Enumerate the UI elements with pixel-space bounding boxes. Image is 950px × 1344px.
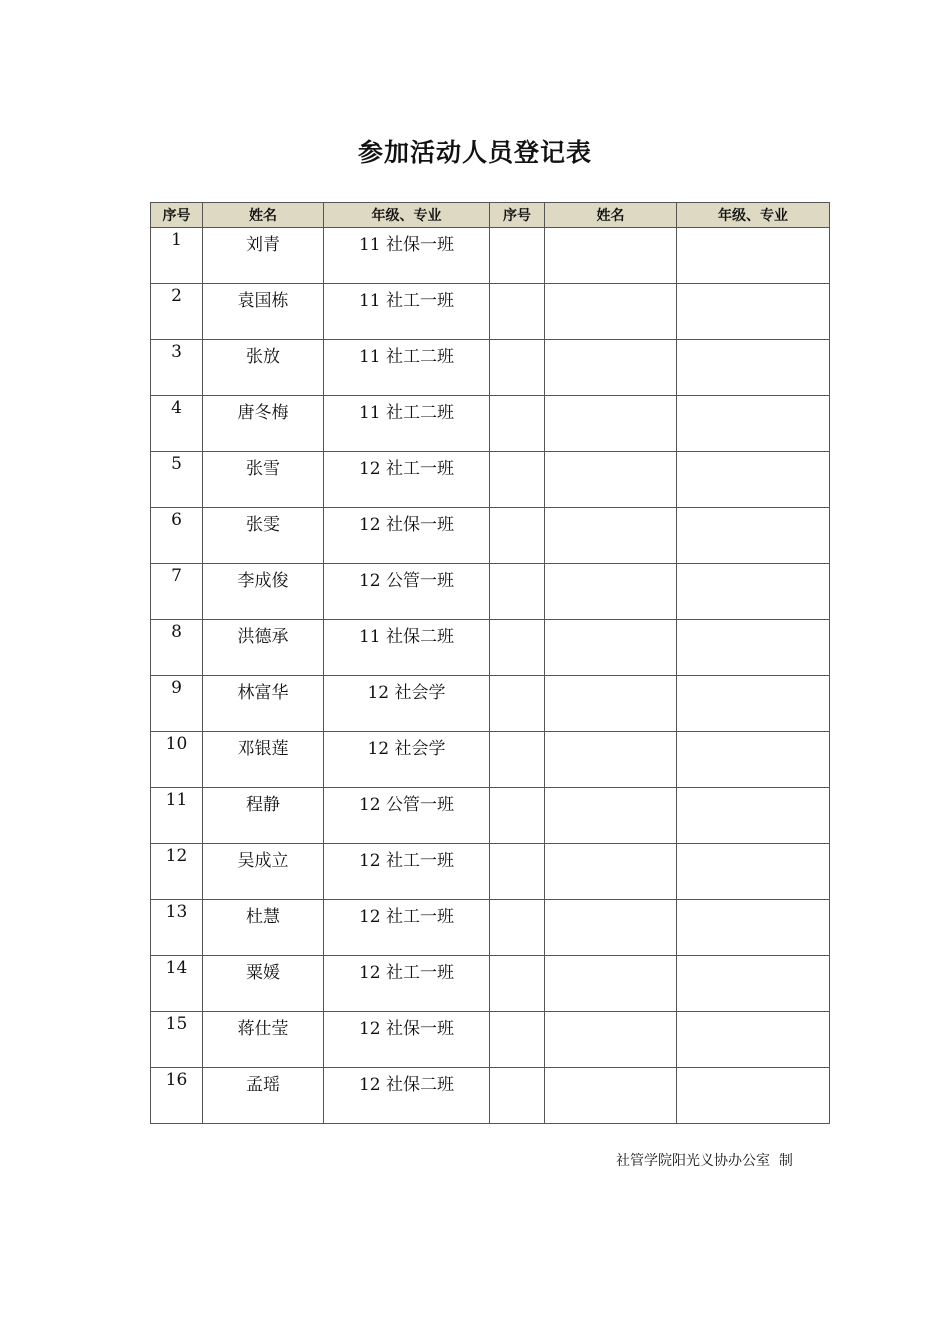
row-name-cell-right <box>545 228 677 284</box>
row-number-cell: 3 <box>151 340 203 396</box>
row-name-cell: 杜慧 <box>203 900 324 956</box>
row-major-cell: 12 社工一班 <box>324 452 490 508</box>
row-name-cell: 孟瑶 <box>203 1068 324 1124</box>
row-major-cell: 12 社保二班 <box>324 1068 490 1124</box>
row-major-cell: 11 社工二班 <box>324 396 490 452</box>
row-name-cell: 吴成立 <box>203 844 324 900</box>
row-major-cell-right <box>677 900 830 956</box>
row-major-cell-right <box>677 564 830 620</box>
row-major-cell: 12 公管一班 <box>324 788 490 844</box>
row-name-cell-right <box>545 676 677 732</box>
row-major-cell: 12 社工一班 <box>324 844 490 900</box>
row-number-cell: 6 <box>151 508 203 564</box>
row-number-cell: 5 <box>151 452 203 508</box>
row-major-cell-right <box>677 956 830 1012</box>
header-name-left: 姓名 <box>203 203 324 228</box>
row-major-cell-right <box>677 508 830 564</box>
table-row <box>151 452 830 508</box>
row-number-cell: 1 <box>151 228 203 284</box>
row-name-cell-right <box>545 452 677 508</box>
header-no-right: 序号 <box>490 203 545 228</box>
row-major-cell-right <box>677 452 830 508</box>
row-major-cell-right <box>677 396 830 452</box>
row-major-cell-right <box>677 340 830 396</box>
row-major-cell: 11 社保二班 <box>324 620 490 676</box>
row-number-cell-right <box>490 900 545 956</box>
row-name-cell: 蒋仕莹 <box>203 1012 324 1068</box>
row-name-cell: 粟媛 <box>203 956 324 1012</box>
row-number-cell-right <box>490 508 545 564</box>
row-number-cell-right <box>490 620 545 676</box>
row-major-cell-right <box>677 676 830 732</box>
row-number-cell: 16 <box>151 1068 203 1124</box>
row-major-cell-right <box>677 788 830 844</box>
row-number-cell-right <box>490 340 545 396</box>
row-name-cell-right <box>545 788 677 844</box>
row-major-cell: 12 社会学 <box>324 732 490 788</box>
row-number-cell-right <box>490 1012 545 1068</box>
row-major-cell: 12 社工一班 <box>324 956 490 1012</box>
table-row <box>151 900 830 956</box>
row-name-cell-right <box>545 508 677 564</box>
row-name-cell-right <box>545 1068 677 1124</box>
row-number-cell: 8 <box>151 620 203 676</box>
table-row <box>151 1012 830 1068</box>
row-number-cell-right <box>490 396 545 452</box>
row-name-cell: 程静 <box>203 788 324 844</box>
row-major-cell: 12 社工一班 <box>324 900 490 956</box>
table-row <box>151 788 830 844</box>
table-row <box>151 732 830 788</box>
header-name-right: 姓名 <box>545 203 677 228</box>
header-major-left: 年级、专业 <box>324 203 490 228</box>
row-major-cell: 12 公管一班 <box>324 564 490 620</box>
row-name-cell: 袁国栋 <box>203 284 324 340</box>
table-row <box>151 564 830 620</box>
row-name-cell: 林富华 <box>203 676 324 732</box>
row-number-cell: 12 <box>151 844 203 900</box>
row-number-cell-right <box>490 676 545 732</box>
footer-credit: 社管学院阳光义协办公室 制 <box>616 1153 793 1169</box>
row-name-cell-right <box>545 620 677 676</box>
row-name-cell-right <box>545 396 677 452</box>
row-number-cell: 9 <box>151 676 203 732</box>
row-major-cell: 11 社工一班 <box>324 284 490 340</box>
table-row <box>151 340 830 396</box>
row-major-cell-right <box>677 1068 830 1124</box>
row-name-cell: 张雪 <box>203 452 324 508</box>
header-no-left: 序号 <box>151 203 203 228</box>
row-major-cell-right <box>677 284 830 340</box>
table-row <box>151 228 830 284</box>
row-name-cell-right <box>545 844 677 900</box>
row-number-cell: 2 <box>151 284 203 340</box>
row-name-cell: 唐冬梅 <box>203 396 324 452</box>
document-title: 参加活动人员登记表 <box>357 138 592 167</box>
table-row <box>151 956 830 1012</box>
table-row <box>151 396 830 452</box>
row-name-cell-right <box>545 1012 677 1068</box>
row-major-cell: 12 社保一班 <box>324 508 490 564</box>
header-major-right: 年级、专业 <box>677 203 830 228</box>
row-number-cell-right <box>490 732 545 788</box>
row-number-cell: 14 <box>151 956 203 1012</box>
row-number-cell-right <box>490 844 545 900</box>
row-major-cell-right <box>677 732 830 788</box>
row-major-cell: 11 社工二班 <box>324 340 490 396</box>
row-major-cell: 12 社保一班 <box>324 1012 490 1068</box>
row-major-cell-right <box>677 1012 830 1068</box>
table-row <box>151 508 830 564</box>
row-name-cell-right <box>545 284 677 340</box>
row-name-cell-right <box>545 340 677 396</box>
row-number-cell: 15 <box>151 1012 203 1068</box>
table-header-row <box>151 203 830 228</box>
row-number-cell: 11 <box>151 788 203 844</box>
row-number-cell-right <box>490 956 545 1012</box>
row-major-cell: 11 社保一班 <box>324 228 490 284</box>
registration-table <box>150 202 830 1124</box>
table-row <box>151 284 830 340</box>
table-row <box>151 1068 830 1124</box>
row-name-cell-right <box>545 732 677 788</box>
row-name-cell-right <box>545 564 677 620</box>
row-number-cell: 10 <box>151 732 203 788</box>
table-row <box>151 620 830 676</box>
row-number-cell-right <box>490 788 545 844</box>
row-number-cell: 13 <box>151 900 203 956</box>
row-name-cell: 李成俊 <box>203 564 324 620</box>
row-name-cell: 邓银莲 <box>203 732 324 788</box>
row-major-cell-right <box>677 620 830 676</box>
row-name-cell: 张放 <box>203 340 324 396</box>
row-name-cell: 刘青 <box>203 228 324 284</box>
row-major-cell-right <box>677 228 830 284</box>
row-number-cell-right <box>490 228 545 284</box>
row-number-cell-right <box>490 1068 545 1124</box>
table-row <box>151 844 830 900</box>
table-row <box>151 676 830 732</box>
row-name-cell-right <box>545 956 677 1012</box>
row-number-cell: 4 <box>151 396 203 452</box>
row-name-cell: 洪德承 <box>203 620 324 676</box>
row-number-cell-right <box>490 452 545 508</box>
row-number-cell: 7 <box>151 564 203 620</box>
row-major-cell: 12 社会学 <box>324 676 490 732</box>
row-number-cell-right <box>490 564 545 620</box>
row-name-cell: 张雯 <box>203 508 324 564</box>
row-name-cell-right <box>545 900 677 956</box>
row-number-cell-right <box>490 284 545 340</box>
row-major-cell-right <box>677 844 830 900</box>
